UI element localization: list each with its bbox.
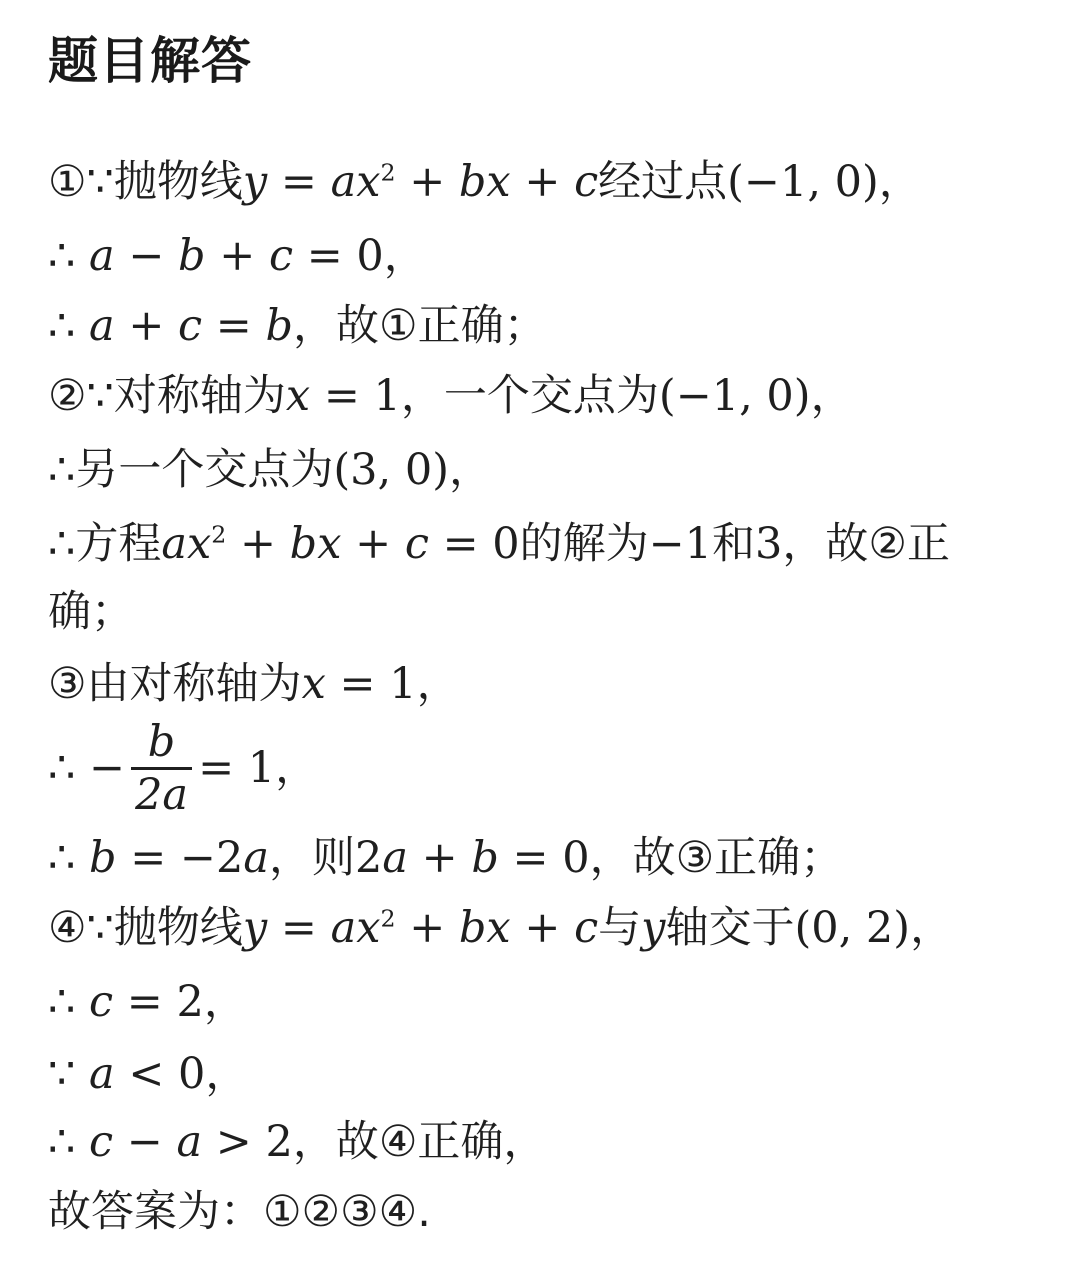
solution-line-4 [48, 366, 854, 426]
text: ①∵抛物线 [48, 157, 243, 207]
math: a [89, 231, 115, 281]
text: ，一个交点为 [400, 371, 659, 421]
solution-line-6 [48, 514, 950, 574]
solution-line-9 [48, 718, 318, 818]
solution-line-1 [48, 152, 922, 212]
math: (3, 0) [333, 445, 449, 495]
fraction-numerator: b [147, 716, 176, 767]
math: = 0， [293, 231, 427, 281]
math: + [395, 903, 459, 953]
math: = 1 [325, 659, 417, 709]
math: = 0 [428, 519, 520, 569]
text: ，故②正 [782, 519, 950, 569]
math: x [301, 659, 326, 709]
math: + [395, 157, 459, 207]
text: ∴ [48, 1117, 90, 1167]
text: ，故③正确； [589, 833, 844, 883]
text: ∴ [48, 977, 90, 1027]
math: + [341, 519, 405, 569]
math: = [267, 157, 331, 207]
text: 和 [712, 519, 756, 569]
math: (−1, 0) [727, 157, 879, 207]
text: 轴交于 [665, 903, 795, 953]
solution-line-13 [48, 1044, 248, 1104]
math: y [242, 903, 268, 953]
text: ∴ [48, 301, 90, 351]
math: −1 [648, 519, 713, 569]
math: ax [161, 519, 212, 569]
text: ∴ − [48, 743, 126, 793]
text: 与 [598, 903, 642, 953]
math: − [113, 1117, 177, 1167]
math: c [178, 301, 203, 351]
math: bx [289, 519, 342, 569]
math: (0, 2) [794, 903, 911, 953]
superscript: 2 [380, 158, 396, 187]
math: 3 [755, 519, 783, 569]
solution-line-15 [48, 1182, 431, 1242]
math: a [89, 1049, 115, 1099]
text: ， [448, 445, 492, 495]
solution-line-10 [48, 828, 843, 888]
math: + [226, 519, 290, 569]
math: + [407, 833, 472, 883]
math: = [202, 301, 266, 351]
solution-line-5 [48, 440, 492, 500]
solution-line-8 [48, 654, 460, 714]
math: c [89, 977, 114, 1027]
text: ∴ [48, 231, 90, 281]
superscript: 2 [211, 520, 227, 549]
text: 的解为 [519, 519, 649, 569]
math: − [114, 231, 179, 281]
math: = 2， [113, 977, 247, 1027]
solution-line-11 [48, 898, 953, 958]
math: + [114, 301, 179, 351]
math: + [510, 157, 575, 207]
text: ， [416, 659, 460, 709]
math: b [471, 833, 499, 883]
text: ∴另一个交点为 [48, 445, 334, 495]
solution-line-14 [48, 1112, 546, 1172]
math: b [89, 833, 117, 883]
math: y [242, 157, 268, 207]
text: ， [810, 371, 854, 421]
math: = 0 [498, 833, 590, 883]
math: y [641, 903, 666, 953]
math: a [176, 1117, 203, 1167]
math: > 2 [202, 1117, 293, 1167]
math: c [404, 519, 429, 569]
text: ， [910, 903, 954, 953]
text: ，故④正确， [292, 1117, 547, 1167]
math: x [285, 371, 311, 421]
math: = 1， [198, 743, 319, 793]
math: c [268, 231, 294, 281]
math: bx [458, 157, 511, 207]
math: c [89, 1117, 114, 1167]
math: 2 [354, 833, 383, 883]
math: c [574, 903, 599, 953]
text: 经过点 [598, 157, 728, 207]
math: = [267, 903, 331, 953]
conclusion-text: 故答案为：①②③④. [48, 1187, 431, 1237]
math: = 1 [310, 371, 401, 421]
solution-line-2 [48, 226, 427, 286]
math: + [205, 231, 269, 281]
fraction [131, 716, 192, 820]
solution-line-12 [48, 972, 247, 1032]
math: a [89, 301, 115, 351]
math: b [178, 231, 206, 281]
solution-line-3 [48, 296, 547, 356]
math: a [382, 833, 408, 883]
text: ，则 [268, 833, 355, 883]
math: + [510, 903, 575, 953]
math: c [574, 157, 599, 207]
math: (−1, 0) [658, 371, 811, 421]
text: ∵ [48, 1049, 90, 1099]
math: b [265, 301, 294, 351]
math: ax [330, 903, 381, 953]
text: ， [878, 157, 922, 207]
text: ，故①正确； [293, 301, 547, 351]
text: 确； [48, 587, 134, 637]
math: = −2 [116, 833, 244, 883]
math: a [243, 833, 269, 883]
superscript: 2 [380, 904, 396, 933]
page-title: 题目解答 [48, 32, 252, 90]
text: ③由对称轴为 [48, 659, 302, 709]
text: ∴ [48, 833, 90, 883]
math: < 0， [114, 1049, 249, 1099]
text: ∴方程 [48, 519, 162, 569]
fraction-denominator: 2a [135, 769, 189, 820]
text: ②∵对称轴为 [48, 371, 286, 421]
math: bx [458, 903, 511, 953]
solution-line-7 [48, 582, 134, 642]
text: ④∵抛物线 [48, 903, 243, 953]
math: ax [330, 157, 381, 207]
